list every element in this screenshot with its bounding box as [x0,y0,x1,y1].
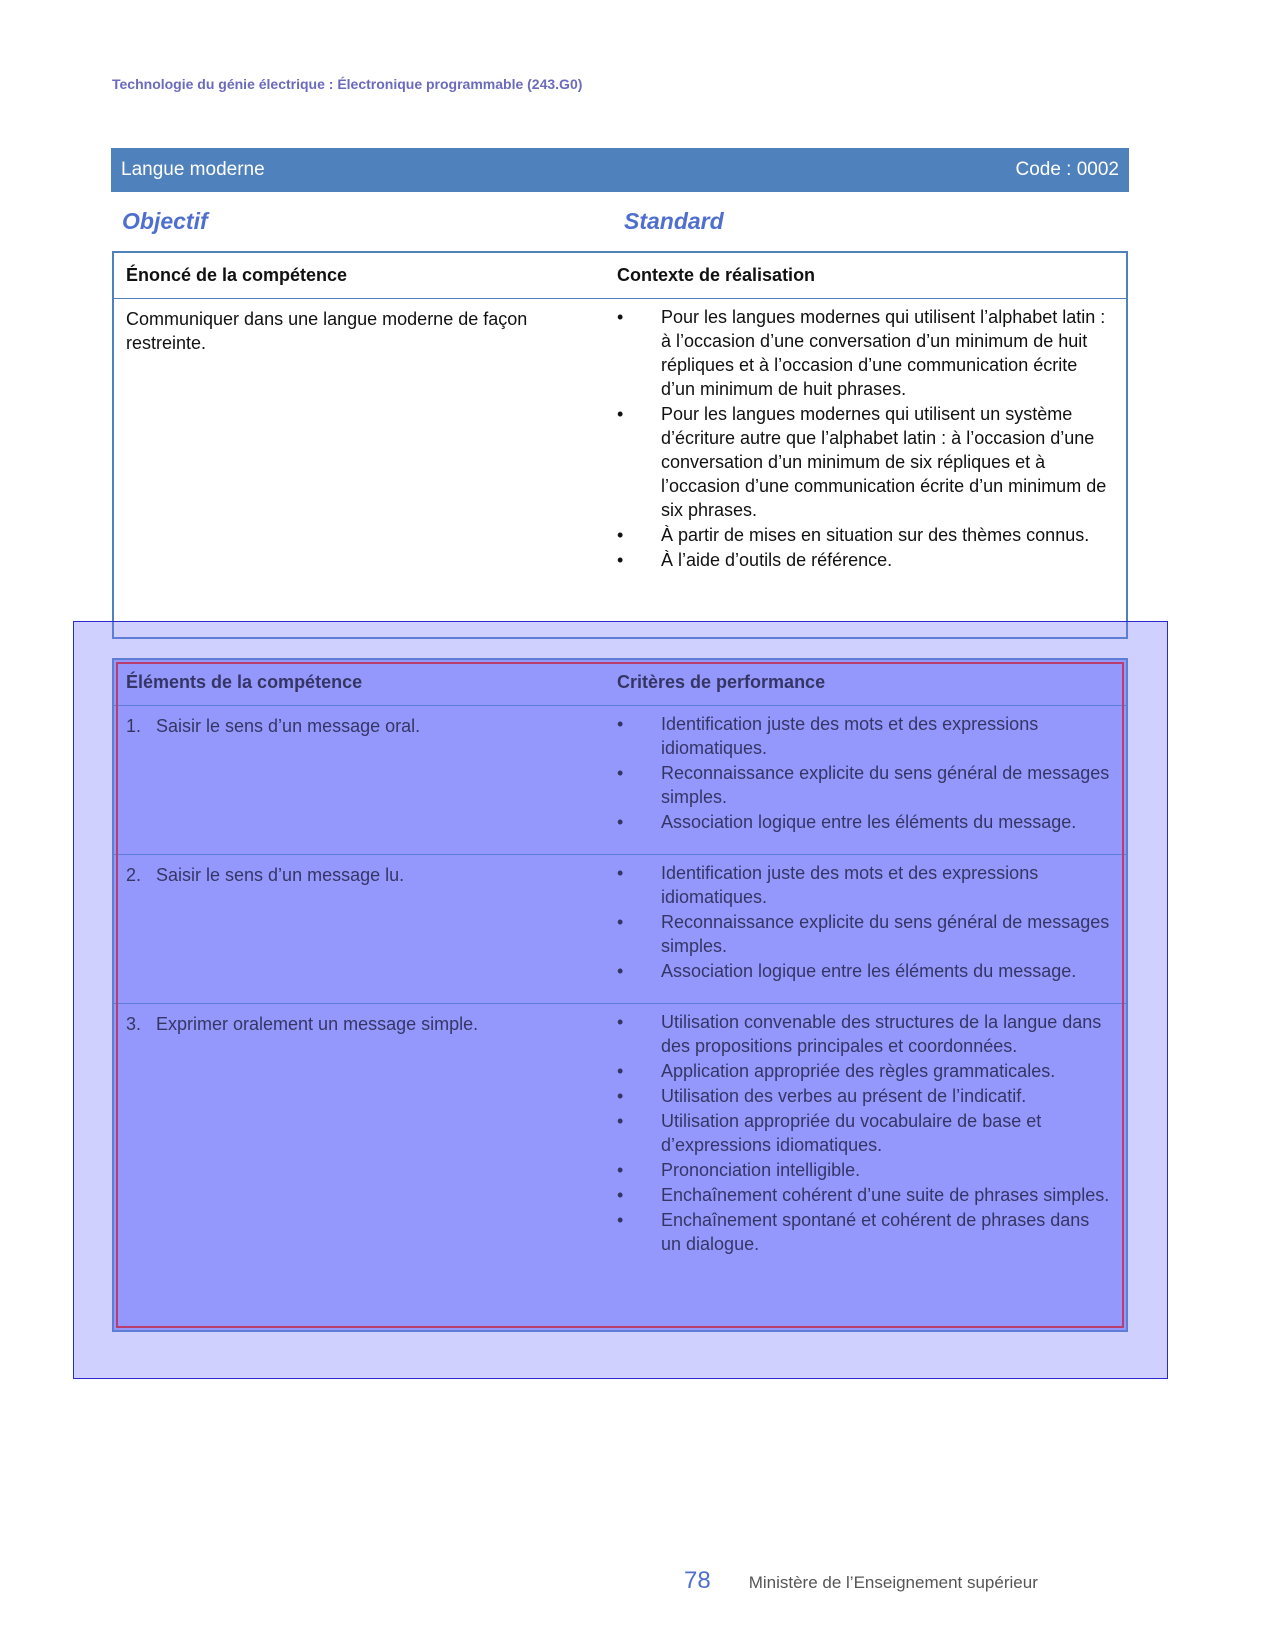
objective-heading: Objectif [122,208,208,234]
element-row [114,854,1126,1003]
elements-header: Éléments de la compétence [126,672,363,692]
criterion-item [617,712,1114,760]
criterion-text: Association logique entre les éléments du message. [661,961,1077,981]
bullet-icon: • [617,1086,624,1106]
criterion-item [617,1059,1114,1083]
criterion-text: Utilisation des verbes au présent de l’indicatif. [661,1086,1027,1106]
element-text: Exprimer oralement un message simple. [156,1014,479,1034]
course-code: Code : 0002 [1015,159,1119,180]
criterion-text: Reconnaissance explicite du sens général de messages simples. [661,912,1110,956]
element-label [114,1004,617,1308]
criterion-item [617,959,1114,983]
course-title: Langue moderne [121,159,265,180]
criterion-item [617,1109,1114,1157]
criteria-list [617,712,1114,834]
criterion-text: Identification juste des mots et des expressions idiomatiques. [661,863,1039,907]
standard-heading: Standard [624,208,724,234]
criterion-item [617,1158,1114,1182]
ministry-name: Ministère de l’Enseignement supérieur [748,1573,1038,1592]
element-label [114,855,617,1003]
element-number: 1. [126,716,142,736]
element-row [114,706,1126,854]
criteria-header: Critères de performance [617,672,826,692]
criteria-list [617,861,1114,983]
context-header: Contexte de réalisation [617,265,816,285]
element-row [114,1003,1126,1308]
criterion-text: Application appropriée des règles grammaticales. [661,1061,1056,1081]
criterion-text: Enchaînement spontané et cohérent de phrases dans un dialogue. [661,1210,1090,1254]
criterion-text: Pour les langues modernes qui utilisent un système d’écriture autre que l’alphabet latin : à l’occasion d’une conversation d’un minimum de six répliques et à l’occasion d’une communication écrite d’un minimum de six phrases. [661,404,1107,520]
bullet-icon: • [617,307,624,327]
bullet-icon: • [617,550,624,570]
bullet-icon: • [617,1210,624,1230]
context-item [617,523,1114,547]
competence-statement: Communiquer dans une langue moderne de façon restreinte. [126,309,528,353]
running-header: Technologie du génie électrique : Électronique programmable (243.G0) [112,76,583,92]
criterion-text: Utilisation convenable des structures de la langue dans des propositions principales et coordonnées. [661,1012,1102,1056]
element-number: 3. [126,1014,142,1034]
bullet-icon: • [617,763,624,783]
criterion-item [617,810,1114,834]
bullet-icon: • [617,1160,624,1180]
page-footer [684,1567,1038,1595]
criterion-item [617,761,1114,809]
context-item [617,402,1114,522]
page-number: 78 [684,1567,711,1594]
performance-table-header [114,660,1126,706]
criterion-text: À l’aide d’outils de référence. [661,550,893,570]
element-label [114,706,617,854]
criterion-item [617,1183,1114,1207]
context-list [617,305,1114,572]
criterion-text: Enchaînement cohérent d’une suite de phrases simples. [661,1185,1110,1205]
context-item [617,305,1114,401]
criterion-text: Association logique entre les éléments du message. [661,812,1077,832]
element-number: 2. [126,865,142,885]
criterion-item [617,910,1114,958]
performance-table [112,658,1128,1332]
bullet-icon: • [617,1061,624,1081]
element-text: Saisir le sens d’un message lu. [156,865,405,885]
element-text: Saisir le sens d’un message oral. [156,716,421,736]
bullet-icon: • [617,812,624,832]
bullet-icon: • [617,714,624,734]
competence-table [112,251,1128,639]
criterion-item [617,1084,1114,1108]
context-item [617,548,1114,572]
criterion-item [617,1010,1114,1058]
bullet-icon: • [617,404,624,424]
competence-row [114,299,1126,573]
criterion-text: À partir de mises en situation sur des thèmes connus. [661,525,1090,545]
bullet-icon: • [617,525,624,545]
competence-table-header [114,253,1126,299]
criterion-text: Utilisation appropriée du vocabulaire de base et d’expressions idiomatiques. [661,1111,1042,1155]
criterion-text: Prononciation intelligible. [661,1160,861,1180]
bullet-icon: • [617,1012,624,1032]
criteria-list [617,1010,1114,1256]
competence-statement-header: Énoncé de la compétence [126,265,348,285]
title-bar [111,148,1129,192]
bullet-icon: • [617,912,624,932]
criterion-item [617,1208,1114,1256]
bullet-icon: • [617,1111,624,1131]
criterion-text: Identification juste des mots et des expressions idiomatiques. [661,714,1039,758]
criterion-text: Reconnaissance explicite du sens général de messages simples. [661,763,1110,807]
criterion-item [617,861,1114,909]
bullet-icon: • [617,863,624,883]
bullet-icon: • [617,1185,624,1205]
bullet-icon: • [617,961,624,981]
criterion-text: Pour les langues modernes qui utilisent l’alphabet latin : à l’occasion d’une conversation d’un minimum de huit répliques et à l’occasion d’une communication écrite d’un minimum de huit phrases. [661,307,1106,399]
